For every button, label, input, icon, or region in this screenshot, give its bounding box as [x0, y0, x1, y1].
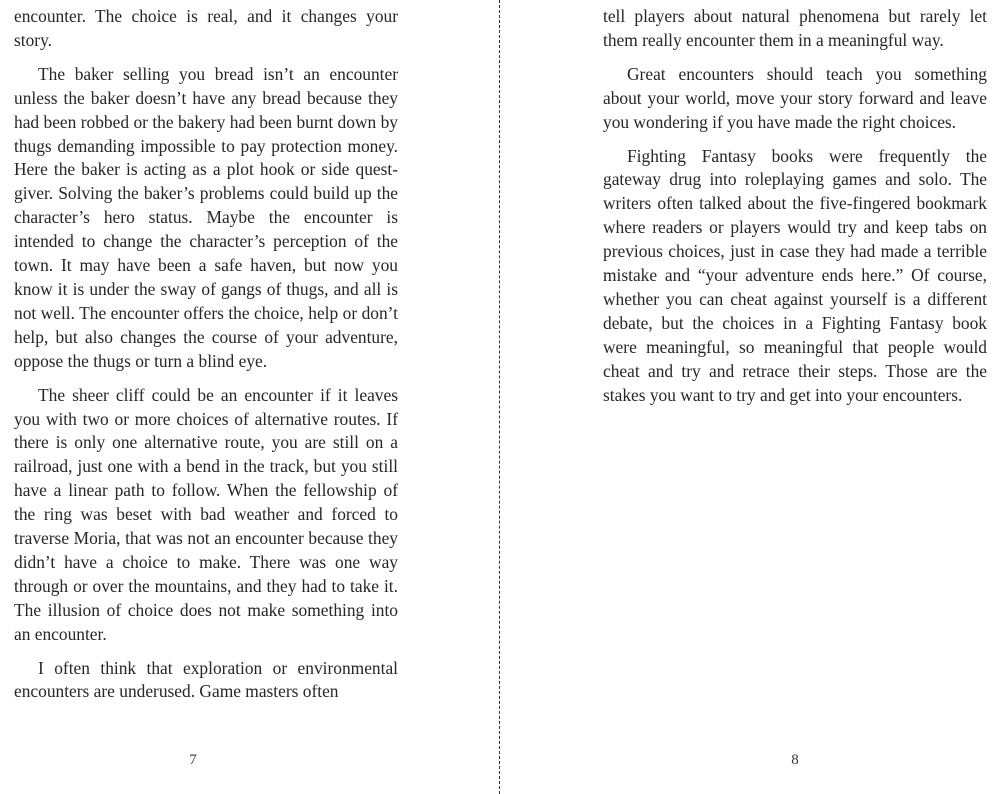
- paragraph: The sheer cliff could be an encounter if it leaves you with two or more choices of alternative routes. If there is only one alternative route, you are still on a railroad, just one with a bend in the track, but you still have a linear path to follow. When the fellowship of the ring was beset with bad weather and forced to traverse Moria, that was not an encounter because they didn’t have a choice to make. There was one way through or over the mountains, and they had to take it. The illusion of choice does not make something into an encounter.: [14, 384, 398, 644]
- right-page-text: [603, 5, 987, 408]
- page-number: 7: [189, 752, 197, 768]
- right-page: [603, 0, 987, 794]
- paragraph: I often think that exploration or environmental encounters are underused. Game masters often: [14, 657, 398, 702]
- left-page: [14, 0, 398, 794]
- page-number: 8: [791, 752, 799, 768]
- page-divider: [499, 0, 500, 794]
- paragraph: encounter. The choice is real, and it changes your story.: [14, 6, 398, 50]
- paragraph: Great encounters should teach you something about your world, move your story forward and leave you wondering if you have made the right choices.: [603, 63, 987, 132]
- left-page-text: [14, 5, 398, 704]
- paragraph: tell players about natural phenomena but rarely let them really encounter them in a meaningful way.: [603, 6, 987, 50]
- paragraph: The baker selling you bread isn’t an encounter unless the baker doesn’t have any bread because they had been robbed or the bakery had been burnt down by thugs demanding impossible to pay protection money. Here the baker is acting as a plot hook or side quest-giver. Solving the baker’s problems could build up the character’s hero status. Maybe the encounter is intended to change the character’s perception of the town. It may have been a safe haven, but now you know it is under the sway of gangs of thugs, and all is not well. The encounter offers the choice, help or don’t help, but also changes the course of your adventure, oppose the thugs or turn a blind eye.: [14, 63, 398, 371]
- paragraph: Fighting Fantasy books were frequently the gateway drug into roleplaying games and solo. The writers often talked about the five-fingered bookmark where readers or players would try and keep tabs on previous choices, just in case they had made a terrible mistake and “your adventure ends here.” Of course, whether you can cheat against yourself is a different debate, but the choices in a Fighting Fantasy book were meaningful, so meaningful that people would cheat and try and retrace their steps. Those are the stakes you want to try and get into your encounters.: [603, 145, 987, 405]
